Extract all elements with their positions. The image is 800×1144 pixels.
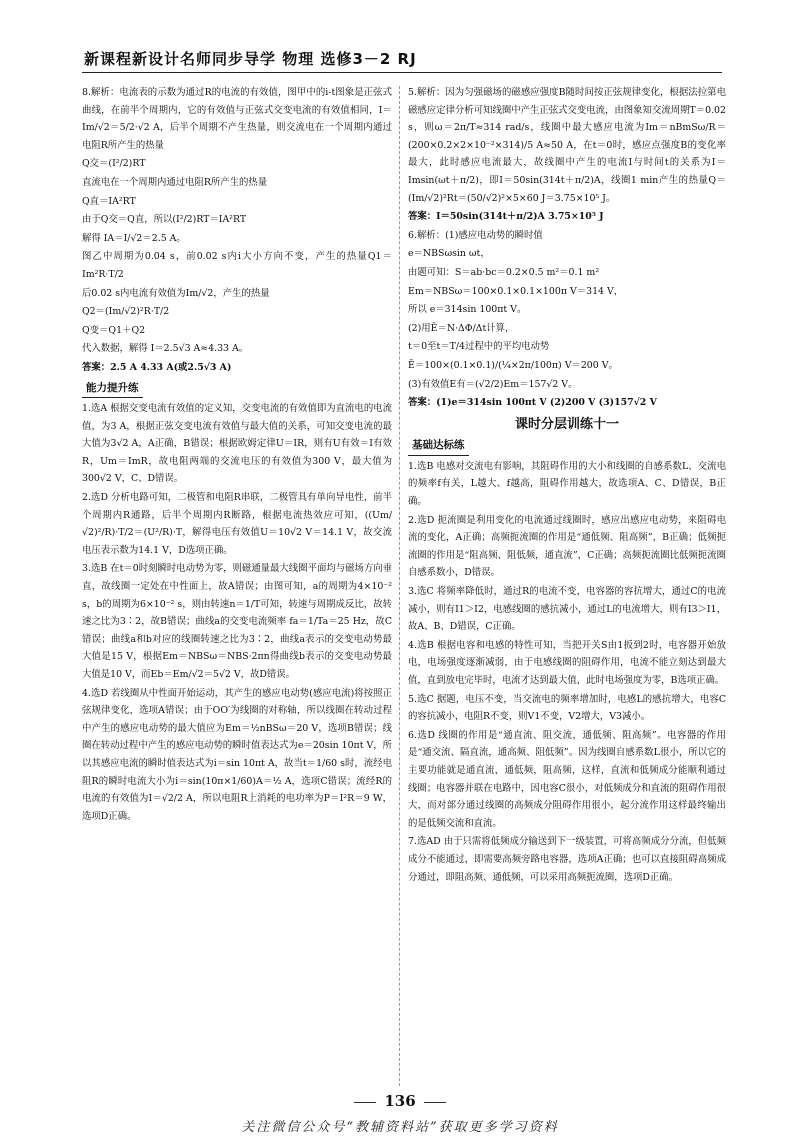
ability-answer-6-line-1: 6.解析：(1)感应电动势的瞬时值 (408, 229, 543, 241)
chapter-title: 课时分层训练十一 (514, 416, 619, 432)
ability-answer-3: 3.选B 在t＝0时刻瞬时电动势为零，则磁通量最大线圈平面均与磁场方向垂直，故线圈一定处在中性面上，故A错误；由图可知，a的周期为4×10⁻² s，b的周期为6×10⁻² s，则由转速n＝1/T可知，转速与周期成反比，故转速之比为3∶2，故B错误；曲线a的交变电流频率 fa＝1/Ta＝25 Hz，故C错误；曲线a和b对应的线圈转速之比为3∶2，曲线a表示的交变电动势最大值是15 V，根据Em＝NBSω＝NBS·2πn得曲线b表示的交变电动势最大值是10 V，而Eb＝Em/√2＝5√2 V，故D错误。 (82, 563, 392, 680)
basic-answer-1: 1.选B 电感对交流电有影响，其阻碍作用的大小和线圈的自感系数L、交流电的频率f有关，L越大、f越高，阻碍作用越大，故选项A、C、D错误，B正确。 (408, 460, 726, 508)
ability-answer-6-line-2: e＝NBSωsin ωt， (408, 248, 490, 260)
answer-8-formula-2: Q直＝IA²RT (82, 195, 136, 207)
answer-8-text-2: 直流电在一个周期内通过电阻R所产生的热量 (82, 176, 268, 188)
answer-8-formula-4: Q2＝(Im/√2)²R·T/2 (82, 306, 170, 318)
basic-answer-4: 4.选B 根据电容和电感的特性可知，当把开关S由1扳到2时，电容器开始放电，电场强度逐渐减弱，由于电感线圈的阻碍作用，电流不能立刻达到最大值，直到放电完毕时，电流才达到最大值，此时电场强度为零，B选项正确。 (408, 639, 726, 686)
basic-answer-6: 6.选D 线圈的作用是“通直流、阻交流，通低频、阻高频”。电容器的作用是“通交流、隔直流，通高频、阻低频”。因为线圈自感系数L很小，所以它的主要功能就是通直流，通低频，阻高频，这样，直流和低频成分能顺利通过线圈；电容器并联在电路中，因电容C很小，对低频成分和直流的阻碍作用很大，而对部分通过线圈的高频成分阻碍作用很小，起分流作用这样最终输出的是低频交流和直流。 (408, 729, 726, 829)
column-divider (399, 86, 400, 1086)
section-heading-basic: 基础达标练 (408, 437, 469, 456)
section-heading-ability: 能力提升练 (82, 380, 143, 399)
page-number-text: 136 (384, 1092, 416, 1110)
ability-answer-6-line-6: (2)用Ē＝N·ΔΦ/Δt计算， (408, 322, 515, 334)
ability-answer-5: 5.解析：因为匀强磁场的磁感应强度B随时间按正弦规律变化，根据法拉第电磁感应定律分析可知线圈中产生正弦式交变电流，由图象知交流周期T＝0.02 s，则ω＝2π/T≈314 rad/s，线圈中最大感应电流为Im＝nBmSω/R＝(200×0.2×2×10⁻²×314)/5 A≈50 A，在t＝0时，感应点强度B的变化率最大，此时感应电流最大，故线圈中产生的电流I与时间t的关系为I＝Imsin(ωt＋π/2)，即I＝50sin(314t＋π/2)A，线圈1 min产生的热量Q＝(Im/√2)²Rt＝(50/√2)²×5×60 J＝3.75×10⁵ J。 (408, 87, 726, 204)
answer-8-text-3: 图乙中周期为0.04 s，前0.02 s内i大小方向不变，产生的热量Q1＝Im²R·T/2 (82, 251, 392, 280)
answer-8-text-4: 后0.02 s内电流有效值为Im/√2，产生的热量 (82, 287, 270, 299)
ability-answer-6-line-7: t＝0至t＝T/4过程中的平均电动势 (408, 341, 550, 353)
answer-8-result-1: 解得 IA＝I/√2＝2.5 A。 (82, 232, 186, 244)
ability-answer-6-line-4: Em＝NBSω＝100×0.1×0.1×100π V＝314 V， (408, 285, 624, 297)
ability-answer-6-line-3: 由题可知：S＝ab·bc＝0.2×0.5 m²＝0.1 m² (408, 266, 600, 278)
answer-8-final: 答案：2.5 A 4.33 A(或2.5√3 A) (82, 361, 232, 373)
page-header (82, 44, 722, 73)
ability-answer-2: 2.选D 分析电路可知，二极管和电阻R串联，二极管具有单向导电性，前半个周期内R通路，后半个周期内R断路，根据电流热效应可知，((Um/√2)²/R)·T/2＝(U²/R)·T，解得电压有效值U＝10√2 V＝14.1 V，故交流电压表示数为14.1 V，D选项正确。 (82, 492, 392, 556)
basic-answer-3: 3.选C 将频率降低时，通过R的电流不变，电容器的容抗增大，通过C的电流减小，则有I1＞I2，电感线圈的感抗减小，通过L的电流增大，则有I3＞I1，故A、B、D错误，C正确。 (408, 586, 726, 633)
basic-answer-5: 5.选C 据题，电压不变，当交流电的频率增加时，电感L的感抗增大，电容C的容抗减小，电阻R不变，则V1不变，V2增大，V3减小。 (408, 693, 726, 723)
answer-8-result-2: 代入数据，解得 I＝2.5√3 A≈4.33 A。 (82, 343, 249, 355)
basic-answer-2: 2.选D 扼流圈是利用变化的电流通过线圈时，感应出感应电动势，来阻碍电流的变化，A正确；高频扼流圈的作用是“通低频、阻高频”，B正确；低频扼流圈的作用是“阻高频、阻低频，通直流”，C正确；高频扼流圈比低频扼流圈自感系数小，D错误。 (408, 514, 726, 579)
ability-answer-6-final: 答案：(1)e＝314sin 100πt V (2)200 V (3)157√2 V (408, 397, 657, 409)
basic-answer-7: 7.选AD 由于只需将低频成分输送到下一级装置，可将高频成分分流，但低频成分不能通过，即需要高频旁路电容器，选项A正确；也可以直接阻碍高频成分通过，即阻高频、通低频，可以采用高频扼流圈，选项D正确。 (408, 836, 726, 883)
ability-answer-5-final: 答案：I＝50sin(314t＋π/2)A 3.75×10⁵ J (408, 211, 604, 223)
answer-8-formula-5: Q变＝Q1＋Q2 (82, 324, 146, 336)
answer-8-intro: 8.解析：电流表的示数为通过R的电流的有效值，图甲中的i-t图象是正弦式曲线，在前半个周期内，它的有效值与正弦式交变电流的有效值相同，I＝Im/√2＝5/2·√2 A，后半个周期不产生热量，则交流电在一个周期内通过电阻R所产生的热量 (82, 87, 392, 151)
ability-answer-1: 1.选A 根据交变电流有效值的定义知，交变电流的有效值即为直流电的电流值，为3 A，根据正弦交变电流有效值与最大值的关系，可知交变电流的最大值为3√2 A，A正确，B错误；根据欧姆定律U＝IR，则有U有效＝I有效R，Um＝ImR，故电阻两端的交流电压的有效值为300 V，最大值为300√2 V，C、D错误。 (82, 403, 392, 485)
ability-answer-6-line-5: 所以 e＝314sin 100πt V。 (408, 304, 527, 316)
page-footer: 关注微信公众号“教辅资料站”获取更多学习资料 (241, 1120, 559, 1135)
answer-8-formula-1: Q交＝(I²/2)RT (82, 158, 146, 170)
ability-answer-6-line-8: Ē＝100×(0.1×0.1)/(¼×2π/100π) V＝200 V。 (408, 359, 618, 371)
ability-answer-6-line-9: (3)有效值E有＝(√2/2)Em＝157√2 V。 (408, 378, 578, 390)
header-title: 新课程新设计名师同步导学 物理 选修3－2 RJ (84, 50, 417, 68)
ability-answer-4: 4.选D 若线圈从中性面开始运动，其产生的感应电动势(感应电流)将按照正弦规律变化，选项A错误；由于OO′为线圈的对称轴，所以线圈在转动过程中产生的感应电动势的最大值应为Em＝½nBSω＝20 V，选项B错误；线圈在转动过程中产生的感应电动势的瞬时值表达式为e＝20sin 10πt V，所以其感应电流的瞬时值表达式为i＝sin 10πt A，故当t＝1/60 s时，流经电阻R的瞬时电流大小为i＝sin(10π×1/60)A＝½ A，选项C错误；流经R的电流的有效值为I＝√2/2 A，所以电阻R上消耗的电功率为P＝I²R＝9 W，选项D正确。 (82, 687, 392, 822)
left-column (82, 84, 392, 1084)
answer-8-formula-3: 由于Q交＝Q直，所以(I²/2)RT＝IA²RT (82, 214, 247, 226)
right-column (408, 84, 726, 1084)
page-number (340, 1092, 460, 1110)
